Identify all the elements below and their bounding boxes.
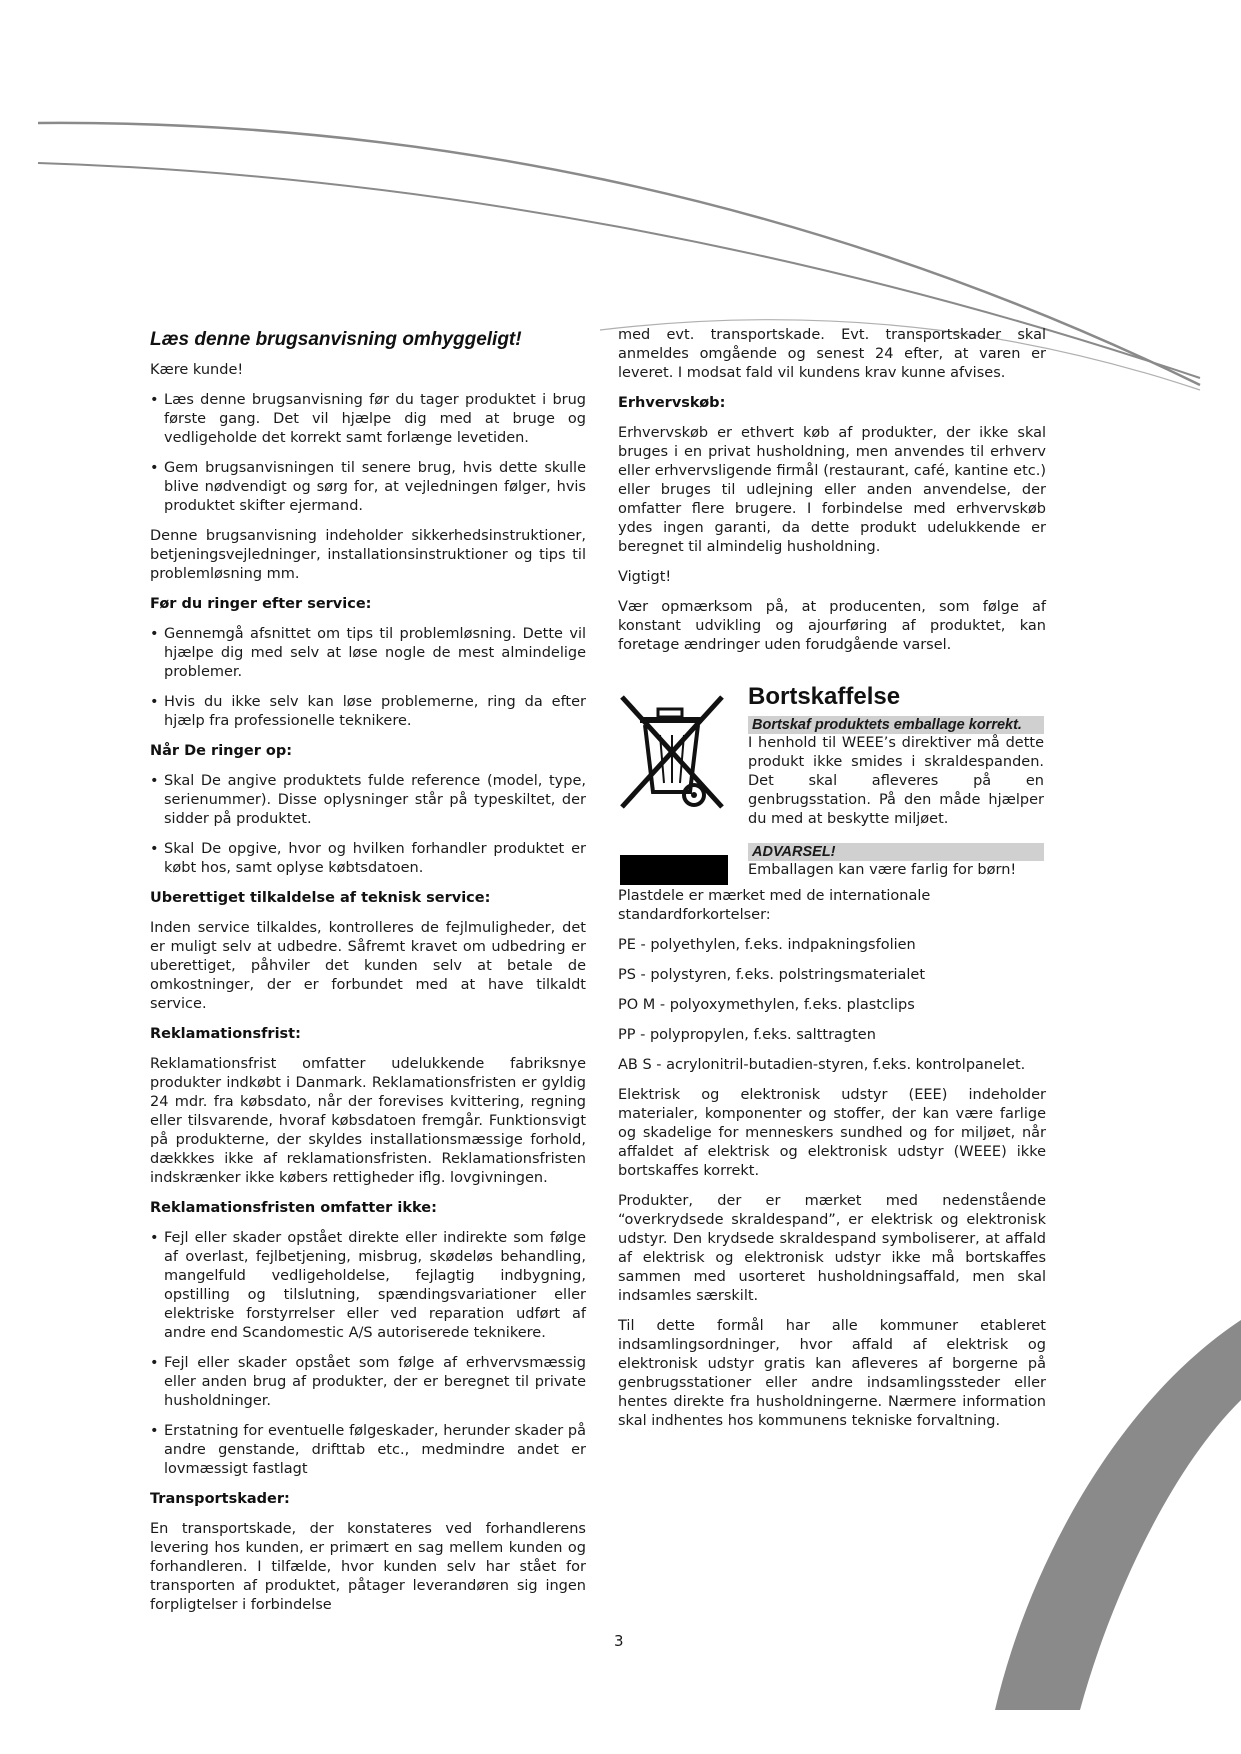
plastic-item: PO M - polyoxymethylen, f.eks. plastclips xyxy=(618,997,915,1013)
page-number: 3 xyxy=(614,1632,624,1650)
important-label: Vigtigt! xyxy=(618,569,672,585)
call-list xyxy=(150,772,586,878)
section-heading-transport: Transportskader: xyxy=(150,1491,290,1507)
warning-text: Emballagen kan være farlig for børn! xyxy=(748,862,1017,878)
disposal-paragraph: I henhold til WEEE’s direktiver må dette produkt ikke smides i skraldespanden. Det skal afleveres på en genbrugsstation. På den måde hjælper du med at beskytte miljøet. xyxy=(748,735,1044,827)
plastic-item: PS - polystyren, f.eks. polstringsmaterialet xyxy=(618,967,926,983)
plastics-intro: Plastdele er mærket med de internationale standardforkortelser: xyxy=(618,888,931,923)
transport-paragraph: En transportskade, der konstateres ved forhandlerens levering hos kunden, er primært en sag mellem kunden og forhandleren. I tilfælde, hvor kunden selv har stået for transporten af produktet, påtager leverandøren sig ingen forpligtelser i forbindelse xyxy=(150,1521,586,1613)
intro-list xyxy=(150,391,586,516)
section-heading-unjust: Uberettiget tilkaldelse af teknisk service: xyxy=(150,890,491,906)
list-item: • Gem brugsanvisningen til senere brug, hvis dette skulle blive nødvendigt og sørg for, at vejledningen følger, hvis produktet skifter ejermand. xyxy=(150,459,586,516)
intro-paragraph: Denne brugsanvisning indeholder sikkerhedsinstruktioner, betjeningsvejledninger, installationsinstruktioner og tips til problemløsning mm. xyxy=(150,528,586,582)
list-item: • Fejl eller skader opstået direkte eller indirekte som følge af overlast, fejlbetjening, misbrug, skødeløs behandling, mangelfuld vedligeholdelse, fejlagtig indbygning, opstilling og tilslutning, spændingsvariationer eller elektriske forstyrrelser eller ved reparation udført af andre end Scandomestic A/S autoriserede teknikere. xyxy=(150,1229,586,1343)
section-heading-claim: Reklamationsfrist: xyxy=(150,1026,301,1042)
disposal-text xyxy=(748,683,1044,880)
greeting: Kære kunde! xyxy=(150,362,244,378)
eee-paragraph: Elektrisk og elektronisk udstyr (EEE) indeholder materialer, komponenter og stoffer, der kan være farlige og skadelige for menneskers sundhed og for miljøet, når affaldet af elektrisk og elektronisk udstyr (WEEE) ikke bortskaffes korrekt. xyxy=(618,1087,1046,1179)
list-item: • Gennemgå afsnittet om tips til problemløsning. Dette vil hjælpe dig med selv at løse nogle de mest almindelige problemer. xyxy=(150,625,586,682)
warning-band: ADVARSEL! xyxy=(748,843,1044,861)
disposal-title: Bortskaffelse xyxy=(748,683,901,710)
list-item: • Fejl eller skader opstået som følge af erhvervsmæssig eller anden brug af produkter, der er beregnet til private husholdninger. xyxy=(150,1354,586,1411)
section-heading-service: Før du ringer efter service: xyxy=(150,596,372,612)
bin-paragraph: Produkter, der er mærket med nedenstående “overkrydsede skraldespand”, er elektrisk og elektronisk udstyr. Den krydsede skraldespand symboliserer, at affald af elektrisk og elektronisk udstyr ikke må bortskaffes sammen med usorteret husholdningsaffald, men skal indsamles særskilt. xyxy=(618,1193,1046,1304)
section-heading-call: Når De ringer op: xyxy=(150,743,293,759)
list-item: • Læs denne brugsanvisning før du tager produktet i brug første gang. Det vil hjælpe dig med at bruge og vedligeholde det korrekt samt forlænge levetiden. xyxy=(150,391,586,448)
black-bar xyxy=(620,855,728,885)
list-item: • Skal De angive produktets fulde reference (model, type, serienummer). Disse oplysninger står på typeskiltet, der sidder på produktet. xyxy=(150,772,586,829)
plastic-item: AB S - acrylonitril-butadien-styren, f.eks. kontrolpanelet. xyxy=(618,1057,1026,1073)
list-item: • Hvis du ikke selv kan løse problemerne, ring da efter hjælp fra professionelle teknikere. xyxy=(150,693,586,731)
list-item: • Skal De opgive, hvor og hvilken forhandler produktet er købt hos, samt oplyse købtsdatoen. xyxy=(150,840,586,878)
page-title: Læs denne brugsanvisning omhyggeligt! xyxy=(150,329,522,350)
business-paragraph: Erhvervskøb er ethvert køb af produkter, der ikke skal bruges i en privat husholdning, men anvendes til erhverv eller erhvervsligende firmål (restaurant, café, kantine etc.) eller bruges til udlejning eller anden anvendelse, der omfatter flere brugere. I forbindelse med erhvervskøb ydes ingen garanti, da dette produkt udelukkende er beregnet til almindelig husholdning. xyxy=(618,425,1046,555)
service-list xyxy=(150,625,586,731)
collection-paragraph: Til dette formål har alle kommuner etableret indsamlingsordninger, hvor affald af elektrisk og elektronisk udstyr gratis kan afleveres af borgerne på genbrugsstationer eller andre indsamlingssteder eller hentes direkte fra husholdningerne. Nærmere information skal indhentes hos kommunens tekniske forvaltning. xyxy=(618,1318,1046,1429)
plastic-item: PE - polyethylen, f.eks. indpakningsfolien xyxy=(618,937,916,953)
transport-continued: med evt. transportskade. Evt. transportskader skal anmeldes omgående og senest 24 efter, at varen er leveret. I modsat fald vil kundens krav kunne afvises. xyxy=(618,327,1046,381)
left-column xyxy=(150,326,586,1626)
exclusion-list xyxy=(150,1229,586,1479)
disposal-band: Bortskaf produktets emballage korrekt. xyxy=(748,716,1044,734)
unjust-paragraph: Inden service tilkaldes, kontrolleres de fejlmuligheder, det er muligt selv at udbedre. Såfremt kravet om udbedring er uberettiget, påhviler det kunden selv at betale de omkostninger, der er forbundet med at have tilkaldt service. xyxy=(150,920,586,1012)
plastic-item: PP - polypropylen, f.eks. salttragten xyxy=(618,1027,876,1043)
section-heading-business: Erhvervskøb: xyxy=(618,395,726,411)
right-column xyxy=(618,326,1046,1442)
disposal-box xyxy=(618,683,1046,887)
section-heading-exclusion: Reklamationsfristen omfatter ikke: xyxy=(150,1200,437,1216)
claim-paragraph: Reklamationsfrist omfatter udelukkende fabriksnye produkter indkøbt i Danmark. Reklamationsfristen er gyldig 24 mdr. fra købsdato, når der forevises kvittering, regning eller tilsvarende, hvoraf købsdatoen fremgår. Funktionsvigt på produkterne, der skyldes installationsmæssige forhold, dækkkes ikke af reklamationsfristen. Reklamationsfristen indskrænker ikke købers rettigheder iflg. lovgivningen. xyxy=(150,1056,586,1186)
crossed-out-bin-icon xyxy=(618,687,728,817)
important-paragraph: Vær opmærksom på, at producenten, som følge af konstant udvikling og ajourføring af produktet, kan foretage ændringer uden forudgående varsel. xyxy=(618,599,1046,653)
list-item: • Erstatning for eventuelle følgeskader, herunder skader på andre genstande, drifttab etc., medmindre andet er lovmæssigt fastlagt xyxy=(150,1422,586,1479)
